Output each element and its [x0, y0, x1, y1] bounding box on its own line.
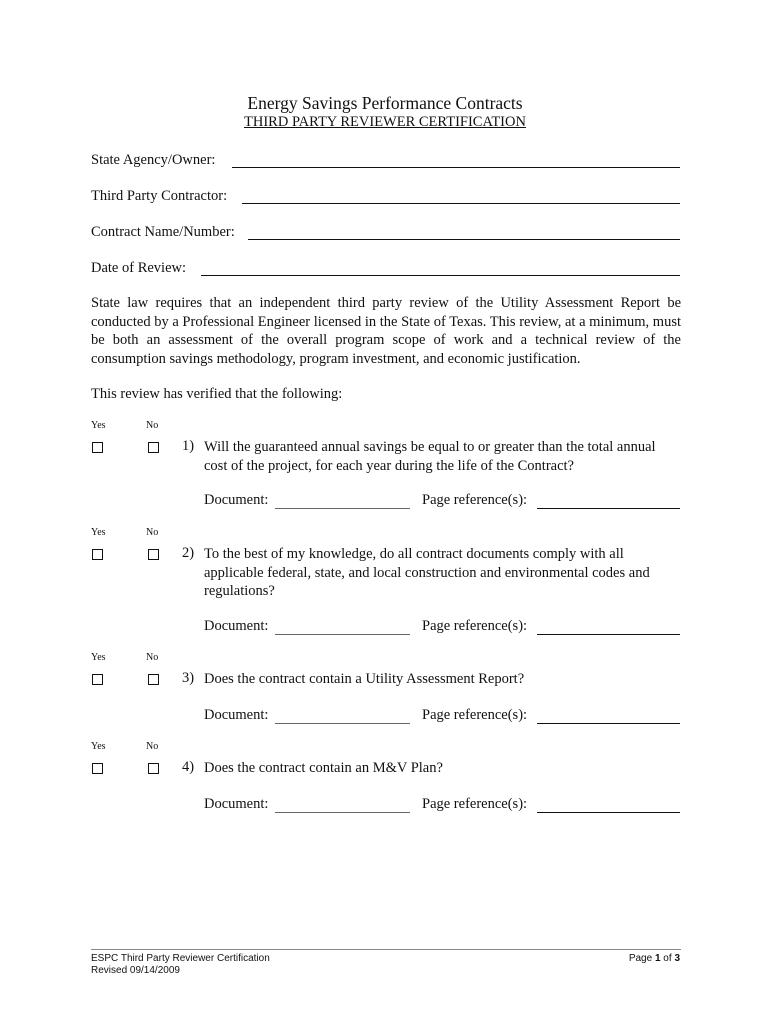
q4-document-field[interactable]: [275, 812, 410, 813]
q3-page-ref-label: Page reference(s):: [422, 707, 528, 723]
q3-page-ref-field[interactable]: [537, 723, 680, 724]
q1-page-ref-label: Page reference(s):: [422, 492, 528, 508]
q1-document-label: Document:: [204, 492, 269, 508]
state-agency-label: State Agency/Owner:: [91, 152, 216, 168]
q4-yes-checkbox[interactable]: [92, 763, 103, 774]
q4-number: 4): [182, 759, 195, 775]
q1-no-checkbox[interactable]: [148, 442, 159, 453]
q2-no-checkbox[interactable]: [148, 549, 159, 560]
q1-page-ref-field[interactable]: [537, 508, 680, 509]
q1-number: 1): [182, 438, 195, 454]
yes-label: Yes: [91, 420, 106, 431]
contract-name-number-label: Contract Name/Number:: [91, 224, 235, 240]
date-of-review-label: Date of Review:: [91, 260, 187, 276]
footer-revised-date: Revised 09/14/2009: [91, 964, 180, 976]
contract-name-number-field[interactable]: [248, 239, 680, 240]
q4-page-ref-label: Page reference(s):: [422, 796, 528, 812]
state-agency-field[interactable]: [232, 167, 680, 168]
footer-divider: [91, 949, 681, 950]
third-party-contractor-field[interactable]: [242, 203, 680, 204]
q2-page-ref-field[interactable]: [537, 634, 680, 635]
q4-page-ref-field[interactable]: [537, 812, 680, 813]
yes-label: Yes: [91, 652, 106, 663]
no-label: No: [146, 741, 159, 752]
no-label: No: [146, 420, 159, 431]
yes-label: Yes: [91, 527, 106, 538]
q4-document-label: Document:: [204, 796, 269, 812]
q3-document-field[interactable]: [275, 723, 410, 724]
q2-document-label: Document:: [204, 618, 269, 634]
q3-no-checkbox[interactable]: [148, 674, 159, 685]
footer-form-name: ESPC Third Party Reviewer Certification: [91, 953, 270, 964]
no-label: No: [146, 652, 159, 663]
q2-document-field[interactable]: [275, 634, 410, 635]
q4-no-checkbox[interactable]: [148, 763, 159, 774]
q2-page-ref-label: Page reference(s):: [422, 618, 528, 634]
q4-text: Does the contract contain an M&V Plan?: [204, 760, 443, 776]
footer-page-number: Page 1 of 3: [628, 953, 680, 964]
q1-document-field[interactable]: [275, 508, 410, 509]
date-of-review-field[interactable]: [201, 275, 680, 276]
q1-text: Will the guaranteed annual savings be equal to or greater than the total annual cost of the project, for each year during the life of the Contract?: [204, 439, 656, 474]
q1-yes-checkbox[interactable]: [92, 442, 103, 453]
document-subtitle: THIRD PARTY REVIEWER CERTIFICATION: [244, 114, 526, 130]
q3-text: Does the contract contain a Utility Assessment Report?: [204, 671, 525, 687]
q3-document-label: Document:: [204, 707, 269, 723]
third-party-contractor-label: Third Party Contractor:: [91, 188, 228, 204]
yes-label: Yes: [91, 741, 106, 752]
intro-paragraph: State law requires that an independent third party review of the Utility Assessment Report be conducted by a Professional Engineer licensed in the State of Texas. This review, at a minimum, must be both an assessment of the overall program scope of work and a technical review of the consumption savings methodology, program investment, and economic justification.: [91, 295, 681, 367]
q2-number: 2): [182, 545, 195, 561]
q3-number: 3): [182, 670, 195, 686]
q2-yes-checkbox[interactable]: [92, 549, 103, 560]
no-label: No: [146, 527, 159, 538]
document-title: Energy Savings Performance Contracts: [247, 93, 523, 113]
q3-yes-checkbox[interactable]: [92, 674, 103, 685]
q2-text: To the best of my knowledge, do all contract documents comply with all applicable federal, state, and local construction and environmental codes and regulations?: [204, 546, 650, 599]
footer-left: [91, 953, 270, 976]
verified-statement: This review has verified that the following:: [91, 386, 343, 402]
